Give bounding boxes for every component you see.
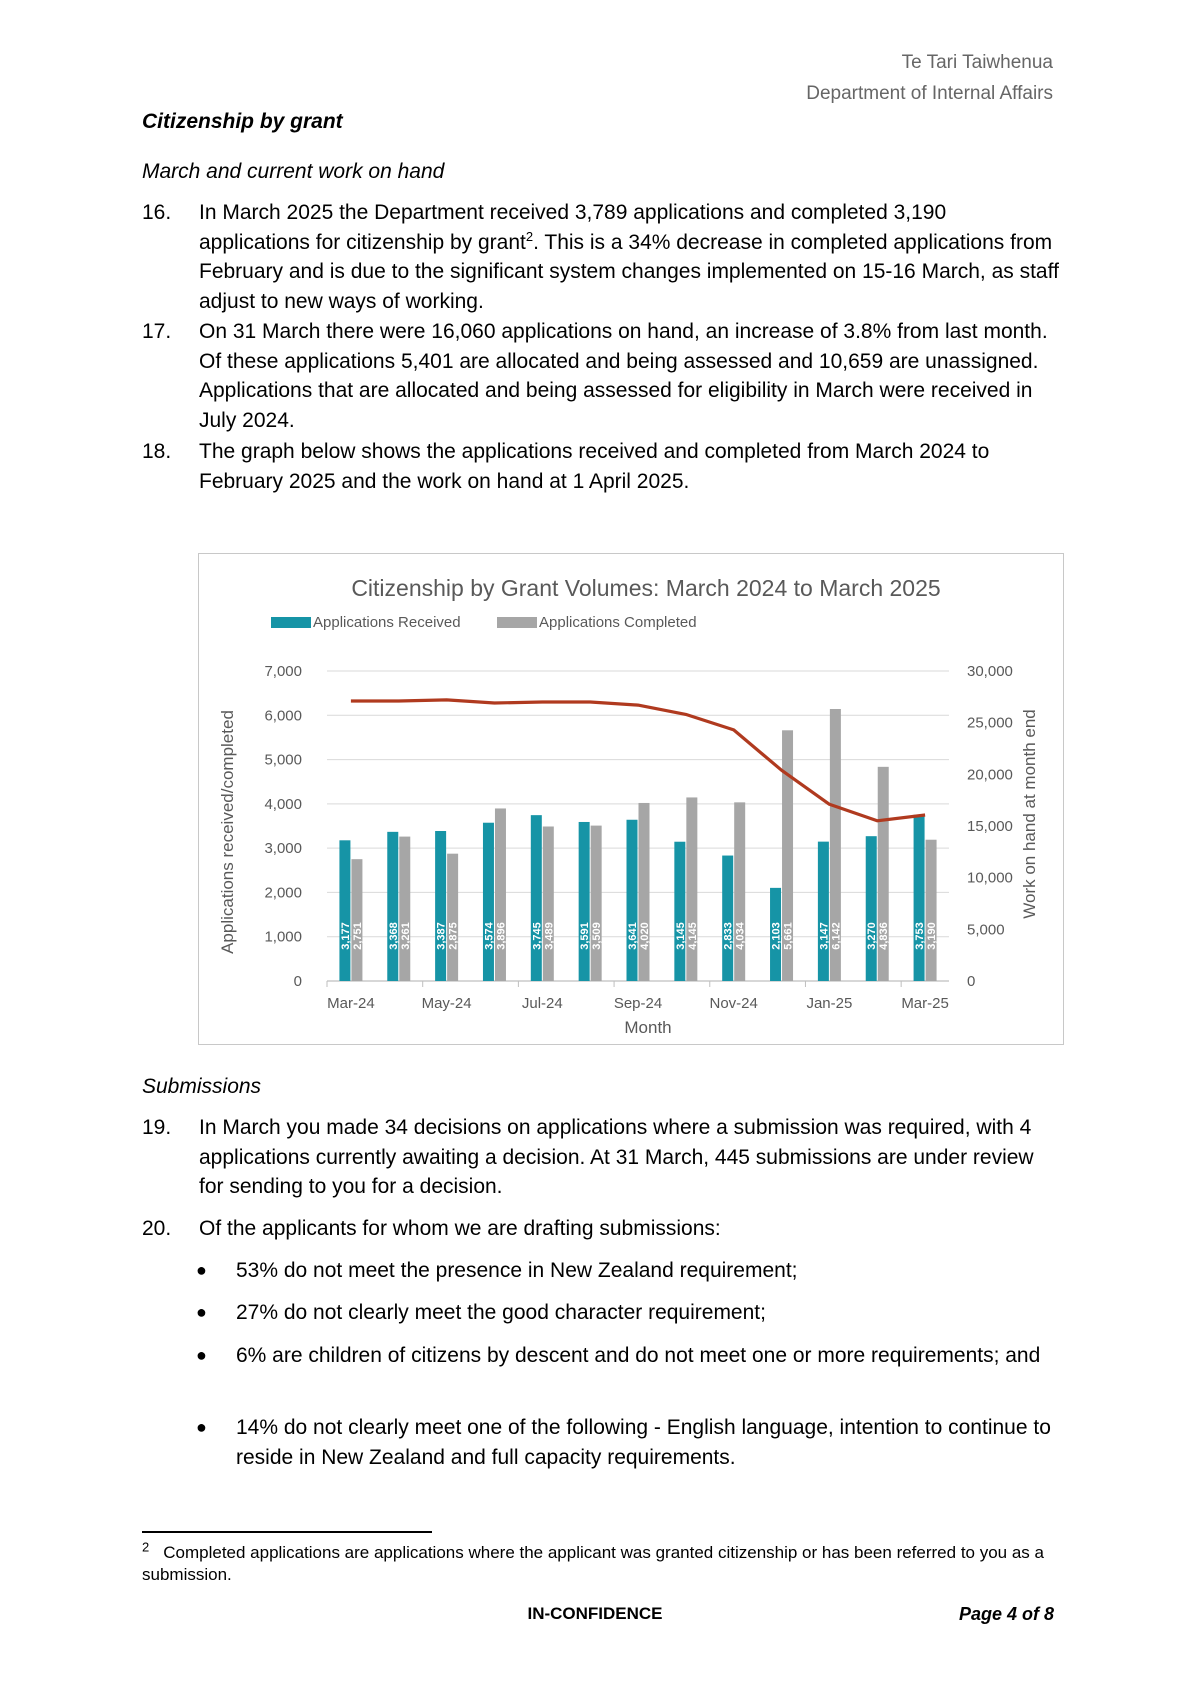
section-title: Citizenship by grant	[142, 110, 343, 133]
bar-completed	[543, 826, 554, 981]
paragraph-number: 19.	[142, 1116, 172, 1139]
paragraph-number: 20.	[142, 1217, 172, 1240]
data-label-received: 3,147	[818, 922, 831, 950]
x-tick-label: Nov-24	[709, 995, 758, 1012]
bar-completed	[495, 808, 506, 981]
paragraph-number: 16.	[142, 201, 172, 224]
data-label-completed: 3,190	[926, 922, 939, 950]
data-label-completed: 2,875	[447, 922, 460, 950]
paragraph-text: On 31 March there were 16,060 applications on hand, an increase of 3.8% from last month. Of these applications 5,401 are allocated and being assessed and 10,659 are unassigned. Applications that are allocated and being assessed for eligibility in March were received in July 2024.	[199, 320, 1048, 432]
data-label-completed: 6,142	[830, 922, 843, 950]
paragraph-17	[142, 317, 1062, 435]
x-axis-title: Month	[624, 1018, 672, 1037]
footnote	[142, 1539, 1062, 1586]
bar-received	[435, 831, 446, 981]
data-label-received: 3,591	[579, 922, 592, 950]
x-tick-label: Sep-24	[613, 995, 663, 1012]
y2-tick-label: 5,000	[967, 921, 1005, 939]
paragraph-text: The graph below shows the applications received and completed from March 2024 to February 2025 and the work on hand at 1 April 2025.	[199, 440, 990, 493]
bar-received	[818, 842, 829, 981]
legend-swatch-received	[271, 617, 311, 628]
data-label-completed: 3,509	[591, 922, 604, 950]
chart-container	[198, 553, 1064, 1045]
bullet-icon: ●	[196, 1417, 207, 1437]
y2-tick-label: 10,000	[967, 869, 1013, 887]
y-tick-label: 0	[293, 973, 302, 990]
org-name-maori: Te Tari Taiwhenua	[901, 52, 1053, 73]
paragraph-20	[142, 1214, 1062, 1244]
bar-completed	[686, 797, 697, 981]
org-name-english: Department of Internal Affairs	[806, 83, 1053, 104]
data-label-received: 3,368	[387, 922, 400, 950]
bullet-icon: ●	[196, 1345, 207, 1365]
bar-received	[531, 815, 542, 981]
bar-received	[579, 822, 590, 981]
y-tick-label: 4,000	[264, 795, 302, 813]
data-label-completed: 3,261	[399, 922, 412, 950]
bar-received	[674, 842, 685, 981]
bullet-text: 53% do not meet the presence in New Zealand requirement;	[236, 1259, 798, 1282]
bar-completed	[447, 854, 458, 981]
x-tick-label: Jul-24	[521, 995, 563, 1012]
bar-received	[483, 823, 494, 981]
data-label-received: 3,745	[531, 922, 544, 950]
bullet-text: 6% are children of citizens by descent and do not meet one or more requirements; and	[236, 1344, 1041, 1367]
bar-received	[387, 832, 398, 981]
bar-received	[866, 836, 877, 981]
legend-label-received: Applications Received	[313, 614, 461, 631]
y2-tick-label: 30,000	[967, 663, 1013, 680]
y-tick-label: 3,000	[264, 840, 302, 858]
paragraph-19	[142, 1113, 1062, 1202]
bar-received	[339, 840, 350, 981]
paragraph-text: In March 2025 the Department received 3,789 applications and completed 3,190 applications for citizenship by grant	[199, 201, 947, 254]
paragraph-16	[142, 198, 1062, 316]
bullet-item	[196, 1413, 1062, 1472]
y-tick-label: 1,000	[264, 928, 302, 946]
paragraph-number: 17.	[142, 320, 172, 343]
classification-label: IN-CONFIDENCE	[527, 1604, 663, 1623]
y2-tick-label: 20,000	[967, 766, 1013, 784]
data-label-received: 3,145	[674, 922, 687, 950]
bar-received	[722, 856, 733, 981]
legend-swatch-completed	[497, 617, 537, 628]
bullet-icon: ●	[196, 1302, 207, 1322]
paragraph-18	[142, 437, 1062, 496]
data-label-received: 3,753	[914, 922, 927, 950]
chart-title: Citizenship by Grant Volumes: March 2024 to March 2025	[351, 575, 941, 601]
bar-completed	[639, 803, 650, 981]
data-label-received: 3,641	[627, 922, 639, 950]
volumes-chart	[199, 554, 1063, 1044]
data-label-completed: 3,489	[543, 922, 556, 950]
bar-completed	[926, 840, 937, 981]
data-label-completed: 3,896	[495, 922, 508, 950]
y-axis-title: Applications received/completed	[218, 710, 237, 954]
data-label-completed: 4,020	[639, 922, 651, 950]
subsection-title-submissions: Submissions	[142, 1075, 262, 1098]
footnote-text: Completed applications are applications where the applicant was granted citizenship or has been referred to you as a submission.	[142, 1543, 1044, 1584]
bullet-item	[196, 1256, 1062, 1286]
bullet-icon: ●	[196, 1260, 207, 1280]
bar-completed	[734, 802, 745, 981]
bar-completed	[351, 859, 362, 981]
paragraph-text: In March you made 34 decisions on applications where a submission was required, with 4 applications currently awaiting a decision. At 31 March, 445 submissions are under review for sending to you for a decision.	[199, 1116, 1034, 1198]
paragraph-text: Of the applicants for whom we are drafting submissions:	[199, 1217, 721, 1240]
bullet-item	[196, 1341, 1062, 1371]
page-number: Page 4 of 8	[958, 1604, 1054, 1624]
y-tick-label: 2,000	[264, 884, 302, 902]
paragraph-number: 18.	[142, 440, 172, 463]
data-label-received: 2,103	[770, 922, 783, 950]
data-label-received: 3,270	[866, 922, 879, 950]
data-label-completed: 5,661	[782, 922, 795, 950]
y2-tick-label: 0	[967, 973, 976, 990]
y-tick-label: 7,000	[264, 663, 302, 680]
bar-completed	[591, 826, 602, 981]
data-label-completed: 4,836	[878, 922, 891, 950]
bar-received	[627, 820, 638, 981]
x-tick-label: Mar-25	[901, 995, 949, 1012]
y2-tick-label: 15,000	[967, 818, 1013, 835]
bar-completed	[399, 837, 410, 981]
data-label-completed: 2,751	[351, 922, 364, 950]
footnote-mark: 2	[142, 1539, 150, 1555]
y2-tick-label: 25,000	[967, 714, 1013, 732]
footnote-separator	[142, 1531, 432, 1533]
x-tick-label: Mar-24	[327, 995, 375, 1012]
data-label-completed: 4,145	[686, 922, 699, 950]
bar-received	[914, 815, 925, 981]
bullet-item	[196, 1298, 1062, 1328]
bullet-text: 14% do not clearly meet one of the following - English language, intention to continue to reside in New Zealand and full capacity requirements.	[236, 1416, 1051, 1469]
subsection-title-march: March and current work on hand	[142, 160, 445, 183]
x-tick-label: May-24	[421, 995, 472, 1012]
data-label-received: 2,833	[722, 922, 735, 950]
bullet-text: 27% do not clearly meet the good character requirement;	[236, 1301, 766, 1324]
data-label-received: 3,387	[435, 922, 448, 950]
data-label-received: 3,574	[483, 922, 496, 950]
x-tick-label: Jan-25	[806, 995, 853, 1012]
y-tick-label: 6,000	[264, 707, 302, 725]
y-tick-label: 5,000	[264, 751, 302, 769]
data-label-received: 3,177	[339, 922, 352, 950]
data-label-completed: 4,034	[734, 922, 747, 950]
footnote-reference[interactable]: 2	[525, 228, 534, 244]
y2-axis-title: Work on hand at month end	[1020, 709, 1039, 919]
paragraph-text-cont: . This is a 34% decrease in completed applications from February and is due to the significant system changes implemented on 15-16 March, as staff adjust to new ways of working.	[199, 230, 1059, 313]
legend-label-completed: Applications Completed	[539, 614, 697, 631]
